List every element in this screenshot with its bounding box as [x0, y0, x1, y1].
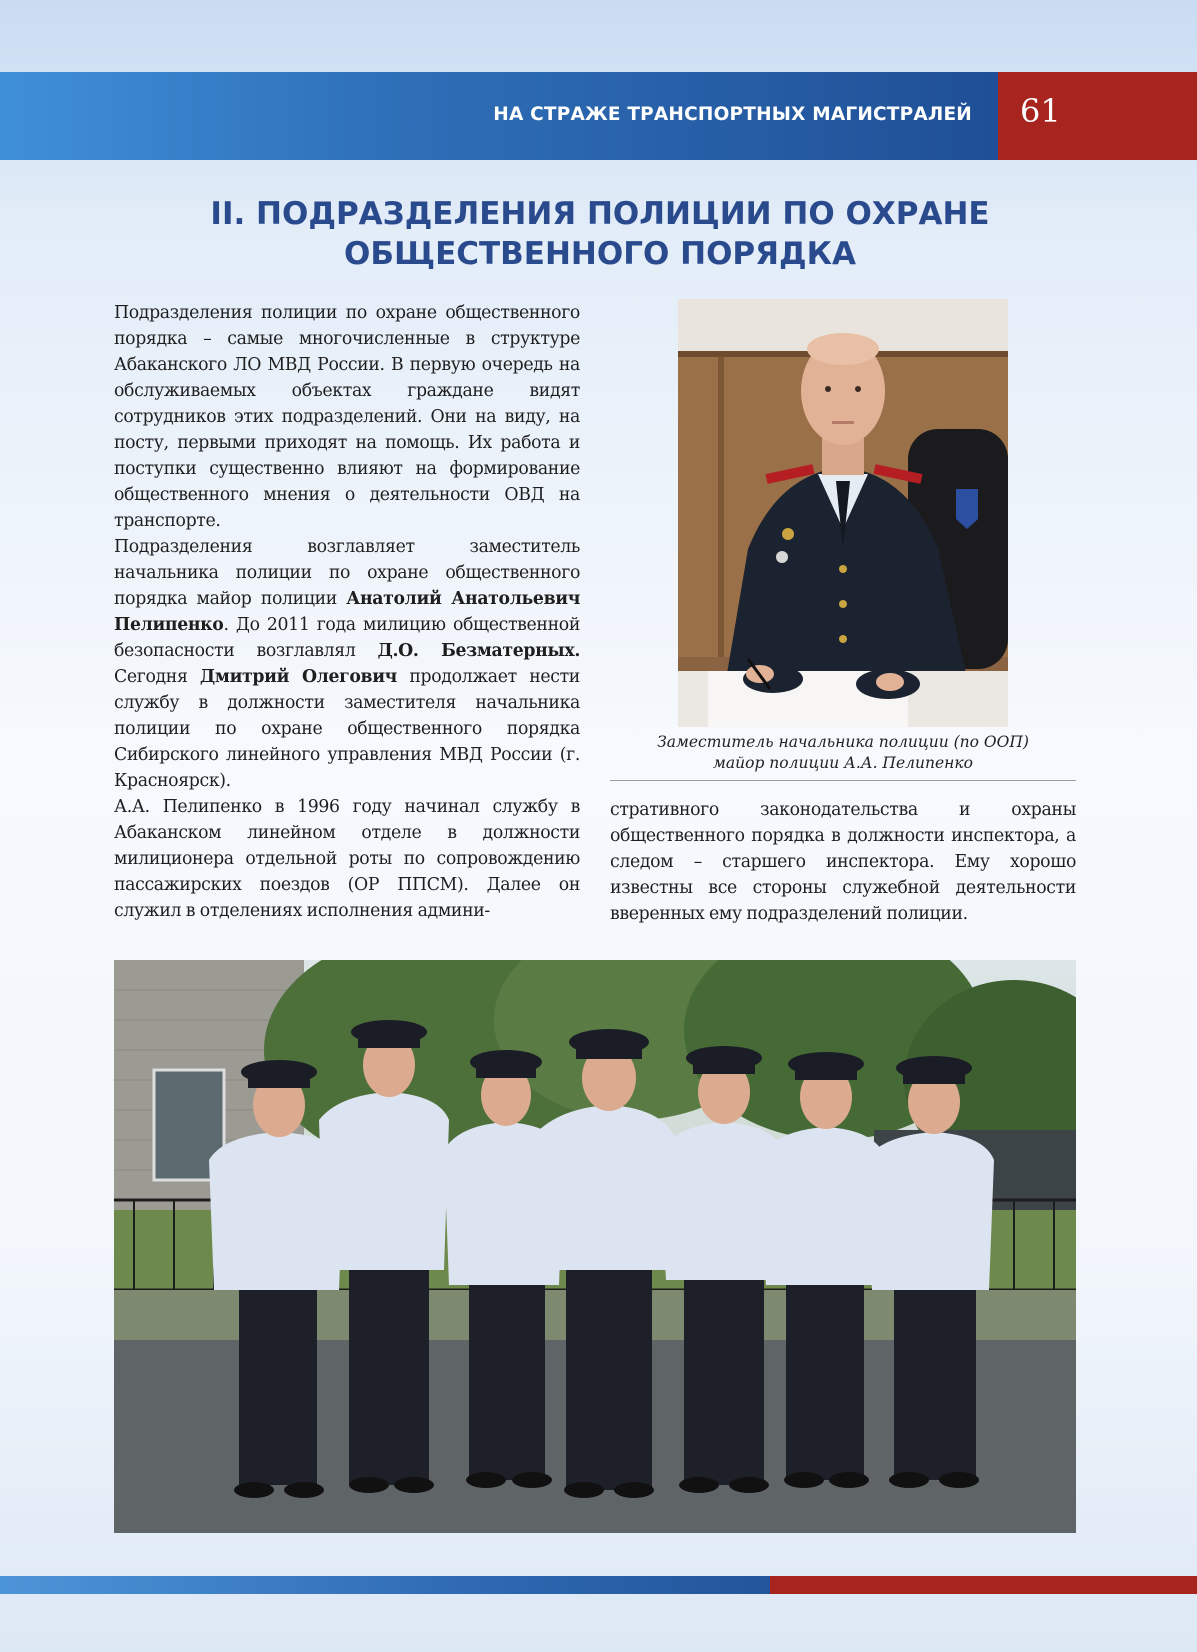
- name-bezmaternykh: Д.О. Безматерных.: [377, 641, 580, 661]
- group-photo: [114, 960, 1076, 1533]
- paragraph-1: Подразделения полиции по охране общественного порядка – самые многочисленные в структуре Абаканского ЛО МВД России. В первую очередь на обслуживаемых объектах граждане видят сотрудников этих подразделений. Они на виду, на посту, первыми приходят на помощь. Их работа и поступки существенно влияют на формирование общественного мнения о деятельности ОВД на транспорте.: [114, 303, 580, 531]
- portrait-caption: [600, 732, 1086, 774]
- section-title-line2: ОБЩЕСТВЕННОГО ПОРЯДКА: [344, 236, 856, 272]
- page-number: 61: [1020, 92, 1061, 130]
- caption-line2: майор полиции А.А. Пелипенко: [713, 754, 973, 772]
- paragraph-3-continued: стративного законодательства и охраны общественного порядка в должности инспектора, а следом – старшего инспектора. Ему хорошо известны все стороны служебной деятельности вверенных ему подразделений полиции.: [610, 800, 1076, 924]
- left-column: [114, 300, 580, 924]
- caption-divider: [610, 780, 1076, 781]
- name-pelipenko: Анатолий Анатольевич Пелипенко: [114, 589, 580, 635]
- portrait-photo: [678, 299, 1008, 727]
- section-title-line1: II. ПОДРАЗДЕЛЕНИЯ ПОЛИЦИИ ПО ОХРАНЕ: [210, 196, 990, 232]
- running-header: НА СТРАЖЕ ТРАНСПОРТНЫХ МАГИСТРАЛЕЙ: [493, 104, 972, 125]
- footer-band-red: [770, 1576, 1197, 1594]
- name-dmitry: Дмитрий Олегович: [199, 667, 397, 687]
- paragraph-3: А.А. Пелипенко в 1996 году начинал службу в Абаканском линейном отделе в должности милиционера отдельной роты по сопровождению пассажирских поездов (ОР ППСМ). Далее он служил в отделениях исполнения админи-: [114, 797, 580, 921]
- right-column: [610, 797, 1076, 927]
- paragraph-2: Подразделения возглавляет заместитель начальника полиции по охране общественного порядка майор полиции Анатолий Анатольевич Пелипенко. До 2011 года милицию общественной безопасности возглавлял Д.О. Безматерных. Сегодня Дмитрий Олегович продолжает нести службу в должности заместителя начальника полиции по охране общественного порядка Сибирского линейного управления МВД России (г. Красноярск).: [114, 537, 580, 791]
- section-title: [120, 194, 1080, 274]
- footer-band-blue: [0, 1576, 770, 1594]
- caption-line1: Заместитель начальника полиции (по ООП): [657, 733, 1029, 751]
